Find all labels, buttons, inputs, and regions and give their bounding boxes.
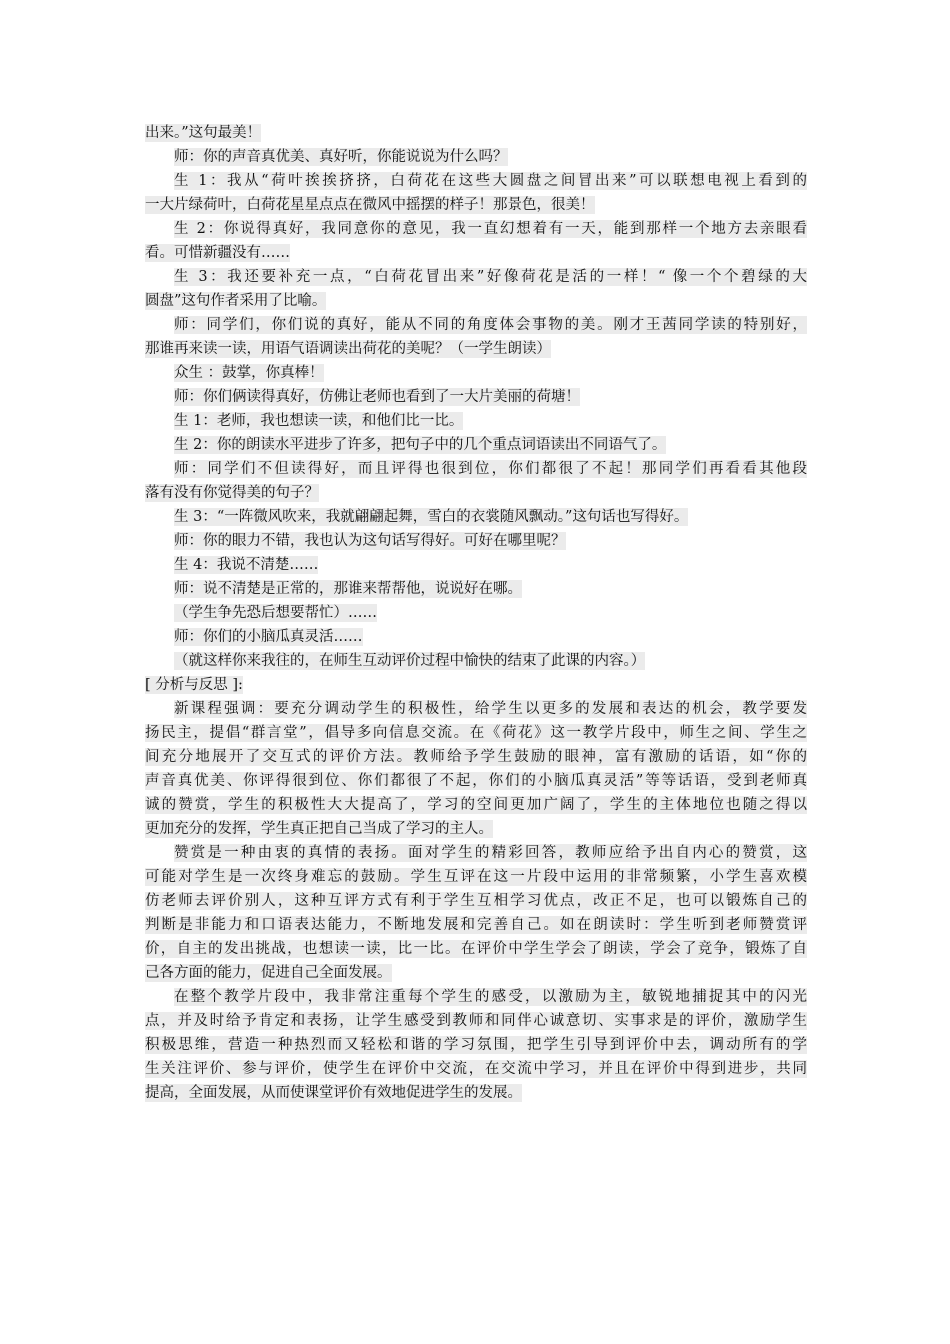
text-line-content: 生 2：你说得真好，我同意你的意见，我一直幻想着有一天，能到那样一个地方去亲眼看 [174, 221, 807, 237]
text-line [145, 457, 807, 481]
text-line [145, 841, 807, 865]
text-line-content: 新课程强调：要充分调动学生的积极性，给学生以更多的发展和表达的机会，教学要发 [174, 701, 807, 717]
text-line [145, 385, 807, 409]
text-line-content: 积极思维，营造一种热烈而又轻松和谐的学习氛围，把学生引导到评价中去，调动所有的学 [145, 1037, 807, 1053]
text-line-content: 生 4：我说不清楚…… [174, 557, 319, 573]
text-line [145, 337, 807, 361]
text-line-content: 生 3：“一阵微风吹来，我就翩翩起舞，雪白的衣裳随风飘动。”这句话也写得好。 [174, 509, 689, 525]
text-line-content: 声音真优美、你评得很到位、你们都很了不起，你们的小脑瓜真灵活”等等话语，受到老师真 [145, 773, 807, 789]
text-line-content: 在整个教学片段中，我非常注重每个学生的感受，以激励为主，敏锐地捕捉其中的闪光 [174, 989, 807, 1005]
text-line-content: 生 1：我从“荷叶挨挨挤挤，白荷花在这些大圆盘之间冒出来”可以联想电视上看到的 [174, 173, 807, 189]
text-line [145, 721, 807, 745]
text-line-content: 师：你们的小脑瓜真灵活…… [174, 629, 363, 645]
text-line-content: 更加充分的发挥，学生真正把自己当成了学习的主人。 [145, 821, 493, 837]
text-line-content: 看。可惜新疆没有…… [145, 245, 290, 261]
text-line-content: 一大片绿荷叶，白荷花星星点点在微风中摇摆的样子！那景色，很美！ [145, 197, 595, 213]
text-line-content: 仿老师去评价别人，这种互评方式有利于学生互相学习优点，改正不足，也可以锻炼自己的 [145, 893, 807, 909]
document-body [145, 121, 807, 1105]
text-line-content: 可能对学生是一次终身难忘的鼓励。学生互评在这一片段中运用的非常频繁，小学生喜欢模 [145, 869, 807, 885]
text-line-content: 众生 ：鼓掌，你真棒！ [174, 365, 324, 381]
text-line [145, 481, 807, 505]
text-line-content: 提高，全面发展，从而使课堂评价有效地促进学生的发展。 [145, 1085, 522, 1101]
text-line-content: 生关注评价、参与评价，使学生在评价中交流，在交流中学习，并且在评价中得到进步，共同 [145, 1061, 807, 1077]
text-line [145, 505, 807, 529]
text-line [145, 265, 807, 289]
text-line [145, 361, 807, 385]
text-line-content: 师：同学们不但读得好，而且评得也很到位，你们都很了不起！那同学们再看看其他段 [174, 461, 807, 477]
text-line [145, 937, 807, 961]
text-line [145, 529, 807, 553]
text-line [145, 1057, 807, 1081]
text-line [145, 409, 807, 433]
text-line [145, 649, 807, 673]
text-line-content: 点，并及时给予肯定和表扬，让学生感受到教师和同伴心诚意切、实事求是的评价，激励学生 [145, 1013, 807, 1029]
text-line [145, 625, 807, 649]
text-line-content: 判断是非能力和口语表达能力，不断地发展和完善自己。如在朗读时：学生听到老师赞赏评 [145, 917, 807, 933]
text-line-content: 价，自主的发出挑战，也想读一读，比一比。在评价中学生学会了朗读，学会了竞争，锻炼了自 [145, 941, 807, 957]
text-line-content: 生 3：我还要补充一点，“白荷花冒出来”好像荷花是活的一样！“ 像一个个碧绿的大 [174, 269, 807, 285]
text-line-content: 诚的赞赏，学生的积极性大大提高了，学习的空间更加广阔了，学生的主体地位也随之得以 [145, 797, 807, 813]
text-line-content: 出来。”这句最美！ [145, 125, 262, 141]
text-line-content: 间充分地展开了交互式的评价方法。教师给予学生鼓励的眼神，富有激励的话语，如“你的 [145, 749, 807, 765]
text-line [145, 1081, 807, 1105]
text-line-content: 己各方面的能力，促进自己全面发展。 [145, 965, 392, 981]
text-line [145, 553, 807, 577]
text-line-content: 圆盘”这句作者采用了比喻。 [145, 293, 327, 309]
text-line-content: 师：说不清楚是正常的，那谁来帮帮他，说说好在哪。 [174, 581, 522, 597]
text-line [145, 577, 807, 601]
text-line-content: 师：你的眼力不错，我也认为这句话写得好。可好在哪里呢？ [174, 533, 566, 549]
text-line [145, 193, 807, 217]
text-line [145, 433, 807, 457]
text-line-content: 落有没有你觉得美的句子？ [145, 485, 319, 501]
text-line [145, 769, 807, 793]
text-line [145, 817, 807, 841]
text-line [145, 961, 807, 985]
text-line [145, 169, 807, 193]
text-line [145, 865, 807, 889]
text-line-content: 生 2：你的朗读水平进步了许多，把句子中的几个重点词语读出不同语气了。 [174, 437, 667, 453]
text-line [145, 601, 807, 625]
text-line [145, 793, 807, 817]
text-line [145, 289, 807, 313]
text-line-content: （学生争先恐后想要帮忙）…… [174, 605, 377, 621]
text-line-content: 赞赏是一种由衷的真情的表扬。面对学生的精彩回答，教师应给予出自内心的赞赏，这 [174, 845, 807, 861]
text-line [145, 1033, 807, 1057]
text-line [145, 217, 807, 241]
text-line [145, 145, 807, 169]
text-line-content: 师：你们俩读得真好，仿佛让老师也看到了一大片美丽的荷塘！ [174, 389, 580, 405]
text-line [145, 913, 807, 937]
text-line-content: 师：你的声音真优美、真好听，你能说说为什么吗？ [174, 149, 508, 165]
text-line [145, 121, 807, 145]
text-line [145, 985, 807, 1009]
text-line [145, 1009, 807, 1033]
text-line-content: 师：同学们，你们说的真好，能从不同的角度体会事物的美。刚才王茜同学读的特别好， [174, 317, 807, 333]
text-line-content: [ 分析与反思 ]: [145, 677, 243, 693]
text-line [145, 697, 807, 721]
text-line [145, 313, 807, 337]
text-line [145, 241, 807, 265]
text-line-content: （就这样你来我往的，在师生互动评价过程中愉快的结束了此课的内容。） [174, 653, 646, 669]
text-line-content: 生 1：老师，我也想读一读，和他们比一比。 [174, 413, 464, 429]
text-line [145, 745, 807, 769]
text-line [145, 673, 807, 697]
text-line [145, 889, 807, 913]
text-line-content: 那谁再来读一读，用语气语调读出荷花的美呢？（一学生朗读） [145, 341, 551, 357]
text-line-content: 扬民主，提倡“群言堂”，倡导多向信息交流。在《荷花》这一教学片段中，师生之间、学生之 [145, 725, 807, 741]
